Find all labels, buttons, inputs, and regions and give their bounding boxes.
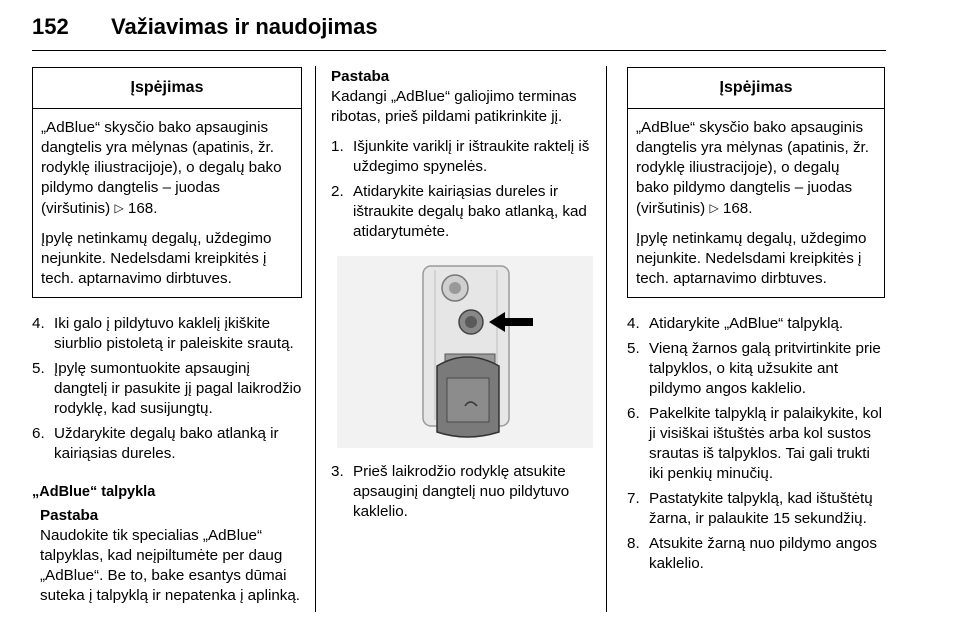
step-item (627, 314, 885, 334)
column-divider-2 (606, 66, 607, 612)
warning-text: „AdBlue“ skysčio bako apsauginis dangtelis yra mėlynas (apatinis, žr. rodyklę iliustracijoje), o degalų bako pildymo dangtelis – juodas (viršutinis) (636, 119, 869, 217)
step-item (627, 489, 885, 529)
warning-paragraph: Įpylę netinkamų degalų, uždegimo nejunkite. Nedelsdami kreipkitės į tech. aptarnavimo dirbtuves. (41, 230, 272, 287)
step-text: Įpylę sumontuokite apsauginį dangtelį ir pasukite jį pagal laikrodžio rodyklę, kad susijungtų. (54, 360, 302, 417)
step-item (627, 534, 885, 574)
column-divider-1 (315, 66, 316, 612)
column-1 (32, 67, 302, 606)
step-text: Pastatykite talpyklą, kad ištuštėtų žarna, ir palaukite 15 sekundžių. (649, 490, 873, 527)
note-title: Pastaba (40, 507, 99, 524)
step-number: 5. (32, 360, 45, 377)
page-header (32, 14, 886, 54)
warning-paragraph (41, 118, 293, 219)
step-text: Prieš laikrodžio rodyklę atsukite apsauginį dangtelį nuo pildytuvo kaklelio. (353, 463, 570, 520)
warning-box (627, 67, 885, 298)
step-number: 4. (32, 315, 45, 332)
step-text: Atsukite žarną nuo pildymo angos kaklelio. (649, 535, 877, 572)
warning-body (628, 109, 884, 297)
step-number: 8. (627, 535, 640, 552)
column-3 (627, 67, 885, 579)
warning-title: Įspėjimas (33, 68, 301, 109)
step-list (627, 314, 885, 574)
step-number: 1. (331, 138, 344, 155)
step-number: 2. (331, 183, 344, 200)
note-text: Naudokite tik specialias „AdBlue“ talpyklas, kad neįpiltumėte per daug „AdBlue“. Be to, bake esantys dūmai suteka į talpyklą ir nepatenka į aplinką. (40, 527, 301, 604)
page-ref-number[interactable]: 168. (127, 200, 158, 217)
page-title: Važiavimas ir naudojimas (111, 14, 378, 39)
step-number: 3. (331, 463, 344, 480)
step-item (331, 462, 601, 522)
warning-body (33, 109, 301, 297)
step-item (331, 182, 601, 242)
step-list (331, 462, 601, 522)
step-text: Atidarykite „AdBlue“ talpyklą. (649, 315, 844, 332)
note-text: Kadangi „AdBlue“ galiojimo terminas ribotas, prieš pildami patikrinkite jį. (331, 88, 577, 125)
step-number: 7. (627, 490, 640, 507)
step-list (331, 137, 601, 242)
fuel-flap-drawing (337, 256, 593, 448)
section-heading: „AdBlue“ talpykla (32, 484, 156, 500)
warning-text: „AdBlue“ skysčio bako apsauginis dangtelis yra mėlynas (apatinis, žr. rodyklę iliustracijoje), o degalų bako pildymo dangtelis – juodas (viršutinis) (41, 119, 282, 217)
page-ref-icon[interactable]: ▷ (709, 201, 719, 215)
note-title: Pastaba (331, 68, 390, 85)
step-number: 6. (627, 405, 640, 422)
step-item (32, 424, 302, 464)
note (32, 506, 302, 606)
step-text: Uždarykite degalų bako atlanką ir kairiąsias dureles. (54, 425, 279, 462)
warning-paragraph (636, 118, 876, 219)
step-item (627, 339, 885, 399)
warning-title: Įspėjimas (628, 68, 884, 109)
page-ref-number[interactable]: 168. (722, 200, 753, 217)
warning-paragraph: Įpylę netinkamų degalų, uždegimo nejunkite. Nedelsdami kreipkitės į tech. aptarnavimo dirbtuves. (636, 230, 867, 287)
step-item (627, 404, 885, 484)
page-number: 152 (32, 14, 69, 39)
step-number: 6. (32, 425, 45, 442)
step-item (331, 137, 601, 177)
header-divider (32, 50, 886, 51)
step-text: Išjunkite variklį ir ištraukite raktelį iš uždegimo spynelės. (353, 138, 590, 175)
fuel-flap-illustration (337, 256, 593, 448)
step-number: 5. (627, 340, 640, 357)
step-text: Iki galo į pildytuvo kaklelį įkiškite siurblio pistoletą ir paleiskite srautą. (54, 315, 294, 352)
step-list (32, 314, 302, 464)
step-text: Atidarykite kairiąsias dureles ir ištraukite degalų bako atlanką, kad atidarytumėte. (353, 183, 587, 240)
step-number: 4. (627, 315, 640, 332)
page-ref-icon[interactable]: ▷ (114, 201, 124, 215)
warning-box (32, 67, 302, 298)
step-text: Vieną žarnos galą pritvirtinkite prie talpyklos, o kitą užsukite ant pildymo angos kaklelio. (649, 340, 881, 397)
step-item (32, 359, 302, 419)
step-item (32, 314, 302, 354)
column-2 (331, 67, 601, 527)
step-text: Pakelkite talpyklą ir palaikykite, kol ji visiškai ištuštės arba kol sustos srautas iš talpyklos. Tai gali trukti iki penkių minučių. (649, 405, 882, 482)
